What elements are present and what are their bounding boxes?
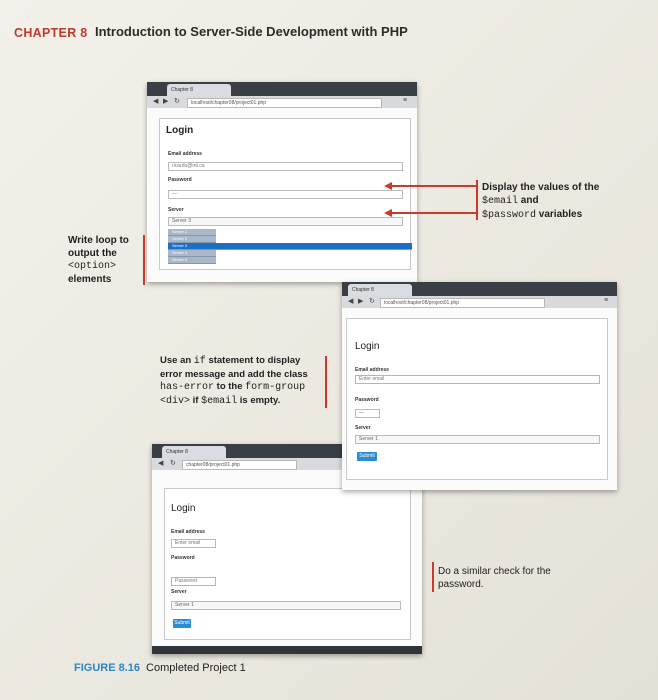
callout-line: Display the values of the (482, 182, 600, 193)
callout-line: Do a similar check for the (438, 566, 551, 577)
callout-bar-display (476, 180, 478, 220)
callout-line (160, 395, 330, 409)
password-label: Password (171, 555, 195, 561)
password-label: Password (355, 397, 379, 403)
browser-toolbar (342, 296, 617, 308)
password-label: Password (168, 177, 192, 183)
title-bar (147, 82, 417, 96)
back-icon[interactable]: ◀ (348, 298, 354, 305)
server-option-selected[interactable]: Server 3 (168, 243, 412, 250)
server-label: Server (171, 589, 187, 595)
callout-line (482, 208, 652, 222)
callout-word: Use an (160, 355, 192, 366)
login-title: Login (171, 503, 196, 514)
browser-tab[interactable]: Chapter 8 (162, 446, 226, 458)
callout-bar-similar (432, 562, 434, 592)
email-field[interactable]: ricardo@mt.ca (168, 162, 403, 171)
address-bar[interactable]: localhost/chapter08/project01.php (187, 98, 382, 108)
callout-word: is empty. (239, 394, 281, 406)
browser-toolbar (147, 96, 417, 108)
reload-icon[interactable]: ↻ (369, 298, 375, 305)
callout-line: Write loop to (68, 235, 129, 246)
code-option-tag: <option> (68, 261, 117, 272)
code-email-var: $email (201, 395, 238, 407)
back-icon[interactable]: ◀ (153, 98, 159, 105)
callout-line: elements (68, 274, 112, 285)
server-option[interactable]: Server 4 (168, 250, 216, 257)
title-bar (342, 282, 617, 296)
email-label: Email address (355, 367, 389, 373)
chapter-label: CHAPTER 8 (14, 26, 88, 40)
browser-tab[interactable]: Chapter 8 (167, 84, 231, 96)
code-password-var: $password (482, 210, 537, 221)
callout-display-values (482, 181, 652, 222)
figure-caption (74, 662, 246, 674)
email-field[interactable]: Enter email (171, 539, 216, 548)
chapter-title: Introduction to Server-Side Development with PHP (95, 24, 408, 39)
login-panel (159, 118, 411, 270)
callout-if-statement (160, 355, 330, 408)
callout-word: statement to display (208, 355, 301, 366)
callout-line (160, 355, 330, 369)
status-bar (152, 646, 422, 654)
callout-loop (68, 234, 144, 286)
callout-word: to the (216, 381, 243, 392)
server-select[interactable]: Server 3 (168, 217, 403, 226)
arrow-head-email (384, 182, 392, 190)
login-panel (164, 488, 411, 640)
forward-icon[interactable]: ▶ (358, 298, 364, 305)
callout-similar-check (438, 565, 598, 591)
reload-icon[interactable]: ↻ (170, 460, 176, 467)
email-label: Email address (168, 151, 202, 157)
password-field[interactable]: — (168, 190, 403, 199)
forward-icon[interactable]: ▶ (163, 98, 169, 105)
code-div-tag: <div> (160, 395, 191, 407)
callout-line (160, 381, 330, 395)
login-title: Login (355, 341, 380, 352)
code-email-var: $email (482, 196, 519, 207)
submit-button[interactable]: Submit (357, 452, 377, 461)
callout-word: and (520, 195, 539, 206)
email-field[interactable]: Enter email (355, 375, 600, 384)
arrow-line-email (392, 185, 478, 187)
callout-line: password. (438, 579, 484, 590)
server-select[interactable]: Server 1 (355, 435, 600, 444)
arrow-head-password (384, 209, 392, 217)
callout-line: output the (68, 248, 117, 259)
reload-icon[interactable]: ↻ (174, 98, 180, 105)
callout-line (482, 194, 652, 208)
address-bar[interactable]: chapter08/project01.php (182, 460, 297, 470)
password-field[interactable]: Password (171, 577, 216, 586)
code-class-name: has-error (160, 382, 215, 393)
browser-window-1 (147, 82, 417, 282)
back-icon[interactable]: ◀ (158, 460, 164, 467)
server-option[interactable]: Server 2 (168, 236, 216, 243)
login-panel (346, 318, 608, 480)
callout-word: variables (538, 209, 583, 220)
callout-word: if (192, 394, 199, 406)
server-option[interactable]: Server 1 (168, 229, 216, 236)
browser-window-2 (342, 282, 617, 490)
email-label: Email address (171, 529, 205, 535)
login-title: Login (166, 125, 194, 136)
callout-line: error message and add the class (160, 368, 308, 380)
code-form-group: form-group (245, 382, 306, 393)
server-label: Server (168, 207, 184, 213)
menu-icon[interactable]: ≡ (403, 97, 408, 104)
arrow-line-password (392, 212, 478, 214)
menu-icon[interactable]: ≡ (604, 297, 609, 304)
browser-tab[interactable]: Chapter 8 (348, 284, 412, 296)
server-option[interactable]: Server 5 (168, 257, 216, 264)
code-if: if (193, 356, 206, 367)
server-select[interactable]: Server 1 (171, 601, 401, 610)
submit-button[interactable]: Submit (174, 620, 190, 626)
figure-title: Completed Project 1 (146, 662, 246, 674)
password-field[interactable]: — (355, 409, 380, 418)
figure-label: FIGURE 8.16 (74, 662, 141, 674)
server-label: Server (355, 425, 371, 431)
address-bar[interactable]: localhost/chapter08/project01.php (380, 298, 545, 308)
